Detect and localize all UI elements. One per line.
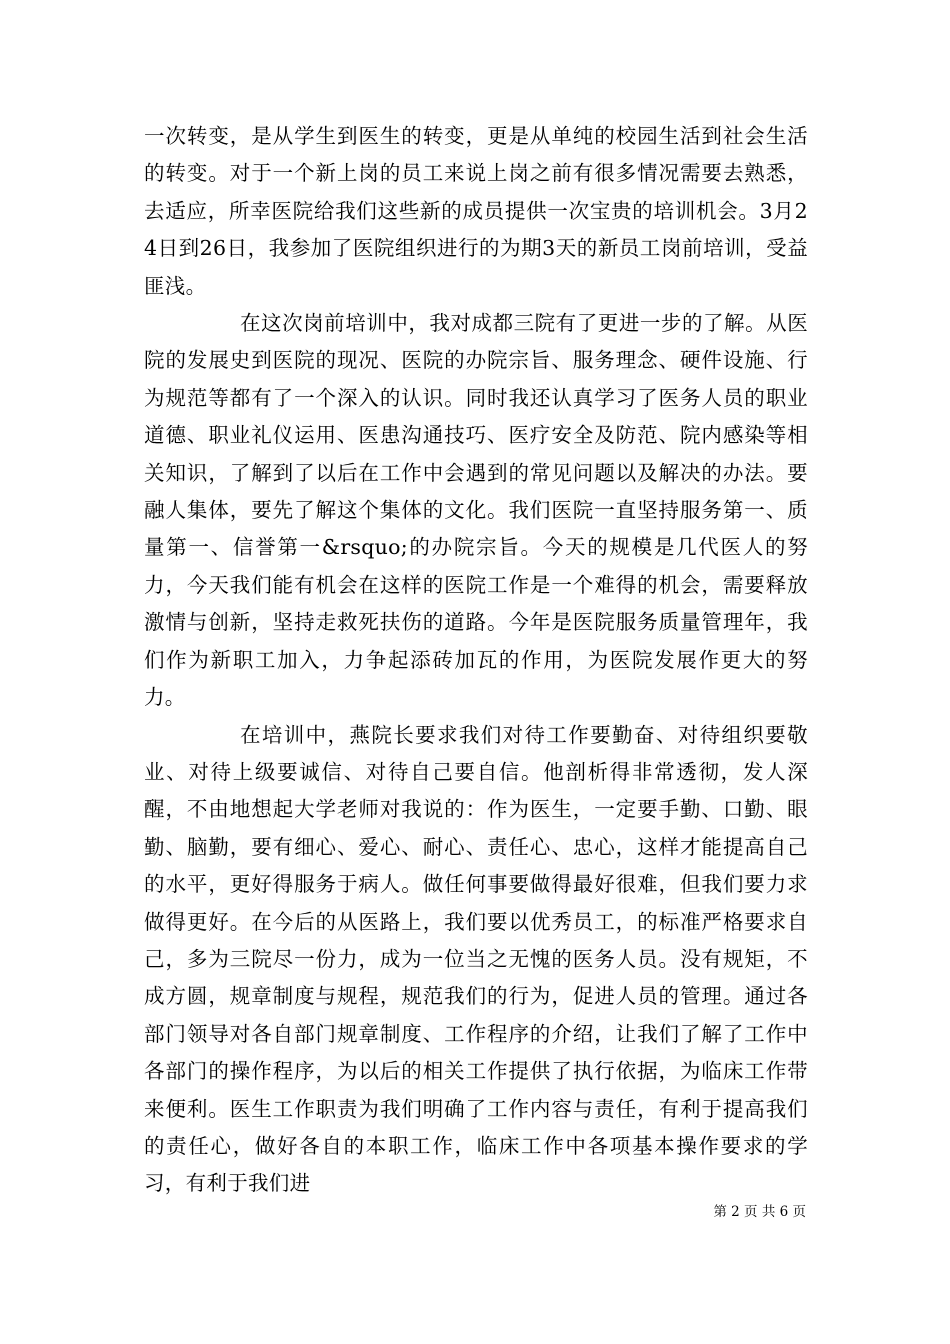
- paragraph-training-overview: 在这次岗前培训中，我对成都三院有了更进一步的了解。从医院的发展史到医院的现况、医院的办院宗旨、服务理念、硬件设施、行为规范等都有了一个深入的认识。同时我还认真学习了医务人员的职业道德、职业礼仪运用、医患沟通技巧、医疗安全及防范、院内感染等相关知识，了解到了以后在工作中会遇到的常见问题以及解决的办法。要融人集体，要先了解这个集体的文化。我们医院一直坚持服务第一、质量第一、信誉第一&rsquo;的办院宗旨。今天的规模是几代医人的努力，今天我们能有机会在这样的医院工作是一个难得的机会，需要释放激情与创新，坚持走救死扶伤的道路。今年是医院服务质量管理年，我们作为新职工加入，力争起添砖加瓦的作用，为医院发展作更大的努力。: [144, 311, 808, 710]
- paragraph-director-requirements: 在培训中，燕院长要求我们对待工作要勤奋、对待组织要敬业、对待上级要诚信、对待自己要自信。他剖析得非常透彻，发人深醒，不由地想起大学老师对我说的：作为医生，一定要手勤、口勤、眼勤、脑勤，要有细心、爱心、耐心、责任心、忠心，这样才能提高自己的水平，更好得服务于病人。做任何事要做得最好很难，但我们要力求做得更好。在今后的从医路上，我们要以优秀员工，的标准严格要求自己，多为三院尽一份力，成为一位当之无愧的医务人员。没有规矩，不成方圆，规章制度与规程，规范我们的行为，促进人员的管理。通过各部门领导对各自部门规章制度、工作程序的介绍，让我们了解了工作中各部门的操作程序，为以后的相关工作提供了执行依据，为临床工作带来便利。医生工作职责为我们明确了工作内容与责任，有利于提高我们的责任心，做好各自的本职工作，临床工作中各项基本操作要求的学习，有利于我们进: [144, 722, 808, 1196]
- paragraph-continuation: 一次转变，是从学生到医生的转变，更是从单纯的校园生活到社会生活的转变。对于一个新上岗的员工来说上岗之前有很多情况需要去熟悉，去适应，所幸医院给我们这些新的成员提供一次宝贵的培训机会。3月24日到26日，我参加了医院组织进行的为期3天的新员工岗前培训，受益匪浅。: [144, 124, 808, 298]
- document-body: [144, 118, 808, 1203]
- page-number-footer: 第 2 页 共 6 页: [713, 1204, 806, 1220]
